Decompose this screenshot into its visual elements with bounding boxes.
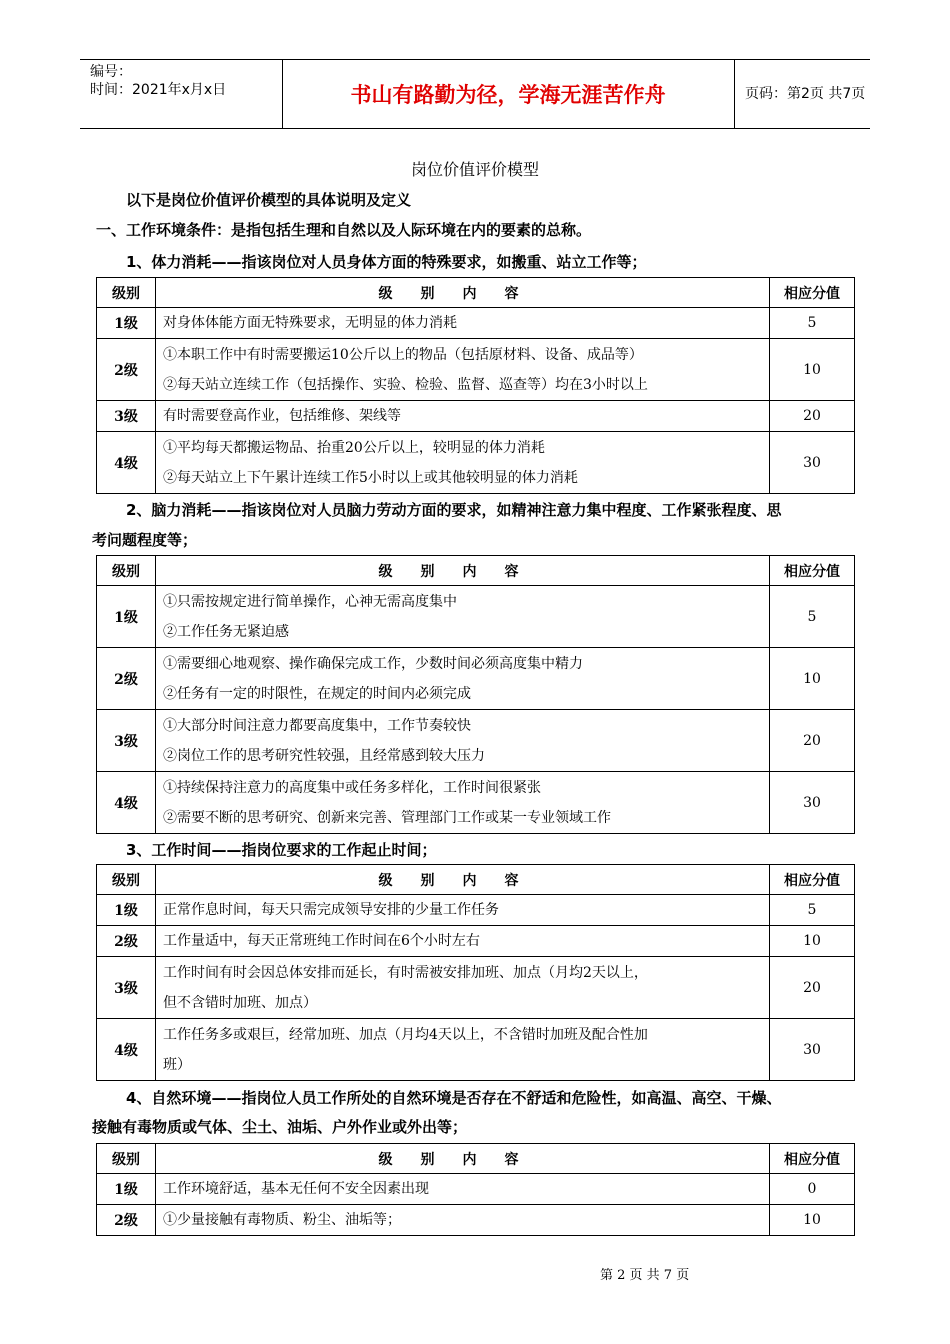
- subsection2-heading-line1: 2、脑力消耗——指该岗位对人员脑力劳动方面的要求，如精神注意力集中程度、工作紧张程度、思: [126, 501, 782, 519]
- content-cell: 工作环境舒适，基本无任何不安全因素出现: [156, 1174, 770, 1205]
- table-physical: [96, 277, 855, 494]
- table-header-row: [97, 1144, 855, 1174]
- page-footer: 第 2 页 共 7 页: [600, 1268, 690, 1283]
- header-level: 级别: [97, 278, 156, 308]
- intro-text: 以下是岗位价值评价模型的具体说明及定义: [126, 191, 412, 209]
- level-cell: 1级: [97, 586, 156, 648]
- level-cell: 2级: [97, 926, 156, 957]
- table-row: [97, 1019, 855, 1081]
- content-cell: ①持续保持注意力的高度集中或任务多样化，工作时间很紧张 ②需要不断的思考研究、创新来完善、管理部门工作或某一专业领域工作: [156, 772, 770, 834]
- level-cell: 2级: [97, 1205, 156, 1236]
- score-cell: 30: [770, 772, 855, 834]
- table-row: [97, 1174, 855, 1205]
- header-level: 级别: [97, 556, 156, 586]
- level-cell: 3级: [97, 710, 156, 772]
- table-row: [97, 308, 855, 339]
- section1-heading: 一、工作环境条件：是指包括生理和自然以及人际环境在内的要素的总称。: [96, 221, 592, 239]
- header-page-cell: [735, 60, 870, 128]
- table-environment: [96, 1143, 855, 1236]
- header-level: 级别: [97, 1144, 156, 1174]
- document-title: 岗位价值评价模型: [410, 160, 539, 179]
- score-cell: 0: [770, 1174, 855, 1205]
- level-cell: 1级: [97, 895, 156, 926]
- content-cell: ①本职工作中有时需要搬运10公斤以上的物品（包括原材料、设备、成品等） ②每天站立连续工作（包括操作、实验、检验、监督、巡查等）均在3小时以上: [156, 339, 770, 401]
- table-worktime: [96, 864, 855, 1081]
- header-meta: [80, 60, 283, 128]
- subsection4-heading-line2: 接触有毒物质或气体、尘土、油垢、户外作业或外出等；: [92, 1118, 468, 1136]
- header-content: 级别内容: [156, 1144, 770, 1174]
- header-content: 级别内容: [156, 278, 770, 308]
- content-cell: ①需要细心地观察、操作确保完成工作，少数时间必须高度集中精力 ②任务有一定的时限性，在规定的时间内必须完成: [156, 648, 770, 710]
- header-level: 级别: [97, 865, 156, 895]
- score-cell: 10: [770, 339, 855, 401]
- header-score: 相应分值: [770, 865, 855, 895]
- table-row: [97, 432, 855, 494]
- score-cell: 10: [770, 648, 855, 710]
- score-cell: 10: [770, 1205, 855, 1236]
- table-row: [97, 648, 855, 710]
- content-cell: 工作时间有时会因总体安排而延长，有时需被安排加班、加点（月均2天以上， 但不含错时加班、加点）: [156, 957, 770, 1019]
- table-row: [97, 401, 855, 432]
- header-content: 级别内容: [156, 556, 770, 586]
- score-cell: 5: [770, 586, 855, 648]
- score-cell: 30: [770, 1019, 855, 1081]
- level-cell: 1级: [97, 1174, 156, 1205]
- level-cell: 4级: [97, 772, 156, 834]
- score-cell: 5: [770, 895, 855, 926]
- subsection4-heading-line1: 4、自然环境——指岗位人员工作所处的自然环境是否存在不舒适和危险性，如高温、高空、干燥、: [126, 1089, 782, 1107]
- score-cell: 20: [770, 710, 855, 772]
- table-row: [97, 772, 855, 834]
- table-row: [97, 710, 855, 772]
- content-cell: ①少量接触有毒物质、粉尘、油垢等；: [156, 1205, 770, 1236]
- table-header-row: [97, 556, 855, 586]
- subsection2-heading-line2: 考问题程度等；: [92, 531, 198, 549]
- content-cell: 工作量适中，每天正常班纯工作时间在6个小时左右: [156, 926, 770, 957]
- table-mental: [96, 555, 855, 834]
- table-header-row: [97, 865, 855, 895]
- content-cell: 正常作息时间，每天只需完成领导安排的少量工作任务: [156, 895, 770, 926]
- score-cell: 20: [770, 957, 855, 1019]
- header-score: 相应分值: [770, 278, 855, 308]
- content-cell: 有时需要登高作业，包括维修、架线等: [156, 401, 770, 432]
- number-label: 编号：: [90, 64, 132, 80]
- score-cell: 20: [770, 401, 855, 432]
- table-row: [97, 339, 855, 401]
- level-cell: 1级: [97, 308, 156, 339]
- time-label: 时间：2021年x月x日: [90, 82, 227, 98]
- page-info: 页码：第2页 共7页: [745, 86, 866, 102]
- level-cell: 2级: [97, 339, 156, 401]
- page-header: [80, 59, 870, 129]
- table-row: [97, 586, 855, 648]
- motto-text: 书山有路勤为径，学海无涯苦作舟: [350, 83, 666, 107]
- score-cell: 10: [770, 926, 855, 957]
- content-cell: 工作任务多或艰巨，经常加班、加点（月均4天以上，不含错时加班及配合性加 班）: [156, 1019, 770, 1081]
- score-cell: 30: [770, 432, 855, 494]
- table-row: [97, 957, 855, 1019]
- table-header-row: [97, 278, 855, 308]
- subsection3-heading: 3、工作时间——指岗位要求的工作起止时间；: [126, 841, 437, 859]
- score-cell: 5: [770, 308, 855, 339]
- subsection1-heading: 1、体力消耗——指该岗位对人员身体方面的特殊要求，如搬重、站立工作等；: [126, 253, 647, 271]
- table-row: [97, 895, 855, 926]
- header-content: 级别内容: [156, 865, 770, 895]
- content-cell: ①平均每天都搬运物品、抬重20公斤以上，较明显的体力消耗 ②每天站立上下午累计连续工作5小时以上或其他较明显的体力消耗: [156, 432, 770, 494]
- content-cell: ①大部分时间注意力都要高度集中，工作节奏较快 ②岗位工作的思考研究性较强，且经常感到较大压力: [156, 710, 770, 772]
- content-cell: ①只需按规定进行简单操作，心神无需高度集中 ②工作任务无紧迫感: [156, 586, 770, 648]
- level-cell: 4级: [97, 432, 156, 494]
- level-cell: 3级: [97, 401, 156, 432]
- table-row: [97, 1205, 855, 1236]
- content-cell: 对身体体能方面无特殊要求，无明显的体力消耗: [156, 308, 770, 339]
- level-cell: 3级: [97, 957, 156, 1019]
- table-row: [97, 926, 855, 957]
- level-cell: 4级: [97, 1019, 156, 1081]
- header-score: 相应分值: [770, 556, 855, 586]
- header-score: 相应分值: [770, 1144, 855, 1174]
- header-motto-cell: [282, 60, 735, 128]
- level-cell: 2级: [97, 648, 156, 710]
